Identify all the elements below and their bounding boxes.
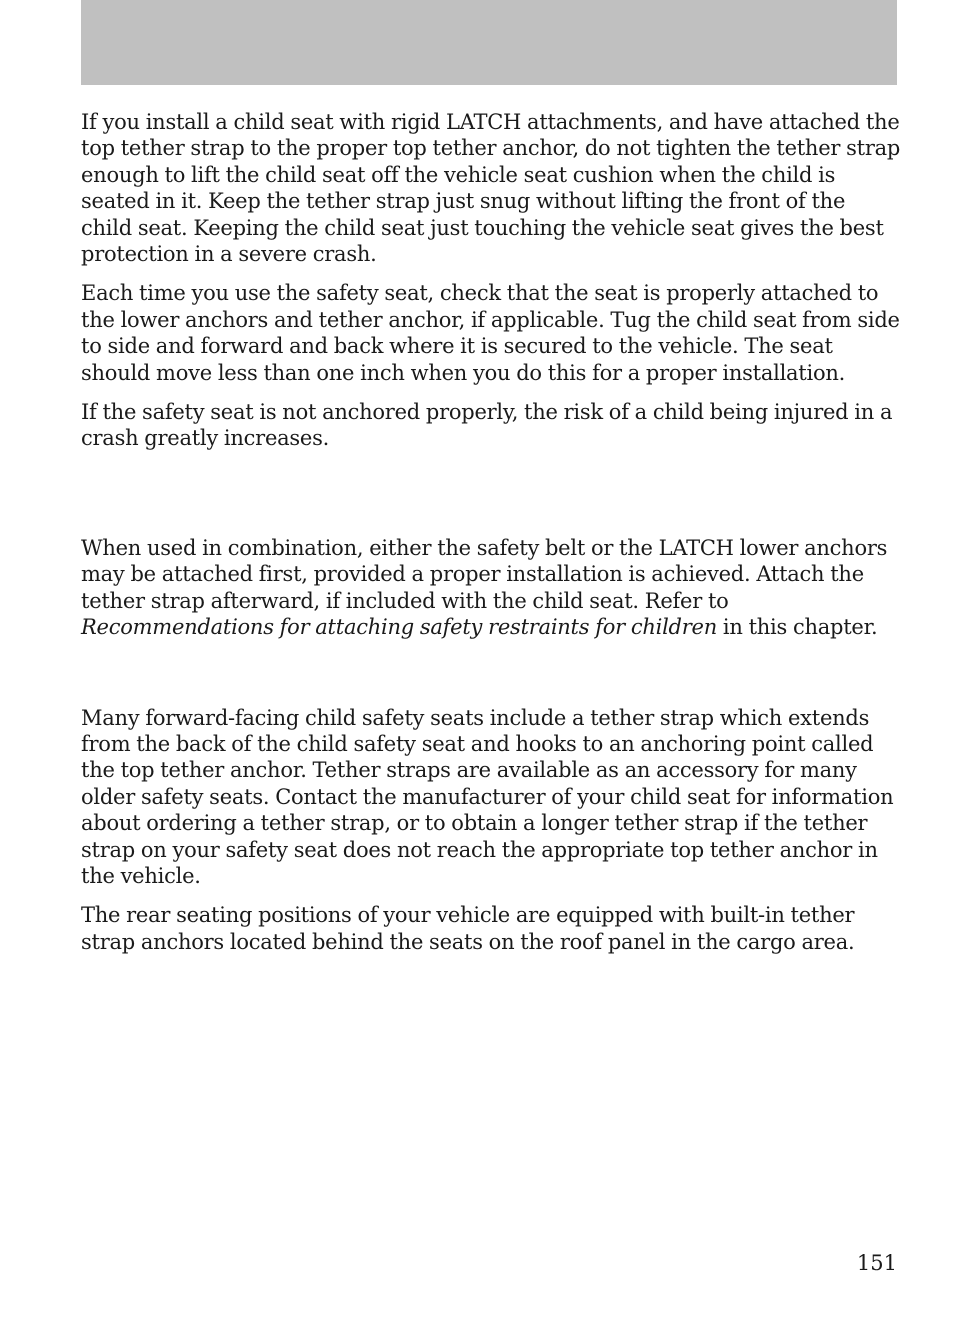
combination-text-start: When used in combination, either the safety belt or the LATCH lower anchors may be attached first, provided a proper installation is achieved. Attach the tether strap afterward, if included with the child seat. Refer to (81, 535, 888, 613)
paragraph-check-installation: Each time you use the safety seat, check that the seat is properly attached to the lower anchors and tether anchor, if applicable. Tug the child seat from side to side and forward and back where it is secured to the vehicle. The seat should move less than one inch when you do this for a proper installation. (81, 281, 900, 385)
recommendations-reference: Recommendations for attaching safety restraints for children (81, 615, 717, 640)
paragraph-tether-straps: Many forward-facing child safety seats include a tether strap which extends from the back of the child safety seat and hooks to an anchoring point called the top tether anchor. Tether straps are available as an accessory for many older safety seats. Contact the manufacturer of your child seat for information about ordering a tether strap, or to obtain a longer tether strap if the tether strap on your safety seat does not reach the appropriate top tether anchor in the vehicle. (81, 705, 894, 888)
paragraph-rigid-latch: If you install a child seat with rigid LATCH attachments, and have attached the top tether strap to the proper top tether anchor, do not tighten the tether strap enough to lift the child seat off the vehicle seat cushion when the child is seated in it. Keep the tether strap just snug without lifting the front of the child seat. Keeping the child seat just touching the vehicle seat gives the best protection in a severe crash. (81, 110, 901, 267)
page-content (81, 109, 901, 955)
paragraph-anchor-risk: If the safety seat is not anchored properly, the risk of a child being injured in a crash greatly increases. (81, 400, 893, 451)
paragraph-rear-anchors: The rear seating positions of your vehicle are equipped with built-in tether strap anchors located behind the seats on the roof panel in the cargo area. (81, 903, 855, 954)
combination-text-end: in this chapter. (716, 615, 878, 640)
header-bar (81, 0, 897, 85)
paragraph-combination (81, 535, 901, 641)
page-number: 151 (856, 1251, 897, 1275)
